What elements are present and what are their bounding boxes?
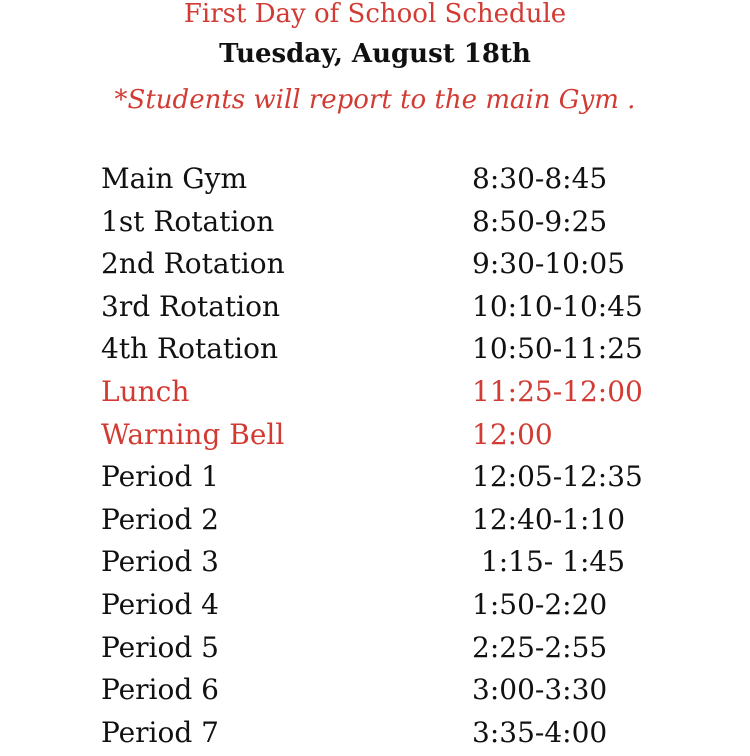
schedule-time: 3:00-3:30 bbox=[472, 673, 608, 707]
schedule-event: 3rd Rotation bbox=[101, 289, 281, 323]
schedule-time: 3:35-4:00 bbox=[472, 715, 608, 749]
schedule-time: 11:25-12:00 bbox=[472, 374, 643, 408]
schedule-time: 8:50-9:25 bbox=[472, 204, 608, 238]
schedule-event: Period 2 bbox=[101, 502, 219, 536]
schedule-row bbox=[101, 671, 701, 714]
schedule-time: 12:00 bbox=[472, 417, 553, 451]
schedule-event: 2nd Rotation bbox=[101, 247, 285, 281]
schedule-time: 1:15- 1:45 bbox=[472, 545, 626, 579]
schedule-row bbox=[101, 501, 701, 544]
schedule-time: 10:50-11:25 bbox=[472, 332, 643, 366]
schedule-event: Main Gym bbox=[101, 162, 247, 195]
schedule-row bbox=[101, 586, 701, 629]
schedule-row bbox=[101, 160, 701, 203]
schedule-row bbox=[101, 629, 701, 672]
schedule-event: Warning Bell bbox=[101, 417, 285, 451]
schedule-time: 12:05-12:35 bbox=[472, 460, 643, 494]
page-title: First Day of School Schedule bbox=[183, 0, 567, 29]
schedule-row bbox=[101, 245, 701, 288]
schedule-time: 10:10-10:45 bbox=[472, 289, 643, 323]
schedule-event: Period 6 bbox=[101, 673, 219, 707]
schedule-time: 1:50-2:20 bbox=[472, 587, 608, 621]
schedule-row bbox=[101, 203, 701, 246]
schedule-event: Period 5 bbox=[101, 630, 219, 664]
schedule-time: 12:40-1:10 bbox=[472, 502, 626, 536]
schedule-event: Period 1 bbox=[101, 460, 219, 494]
schedule-event: Period 7 bbox=[101, 715, 219, 749]
schedule-row bbox=[101, 543, 701, 586]
schedule-event: 4th Rotation bbox=[101, 332, 278, 366]
schedule-event: Period 3 bbox=[101, 545, 219, 579]
schedule-row bbox=[101, 373, 701, 416]
schedule-event: Lunch bbox=[101, 374, 190, 408]
schedule-time: 2:25-2:55 bbox=[472, 630, 608, 664]
page-date: Tuesday, August 18th bbox=[219, 39, 531, 69]
report-note: *Students will report to the main Gym . bbox=[114, 85, 636, 115]
schedule-row bbox=[101, 330, 701, 373]
schedule-time: 9:30-10:05 bbox=[472, 247, 626, 281]
schedule-event: Period 4 bbox=[101, 587, 219, 621]
schedule-time: 8:30-8:45 bbox=[472, 162, 608, 195]
schedule-event: 1st Rotation bbox=[101, 204, 275, 238]
schedule-row bbox=[101, 288, 701, 331]
schedule-table bbox=[101, 160, 701, 756]
schedule-row bbox=[101, 416, 701, 459]
schedule-row bbox=[101, 458, 701, 501]
